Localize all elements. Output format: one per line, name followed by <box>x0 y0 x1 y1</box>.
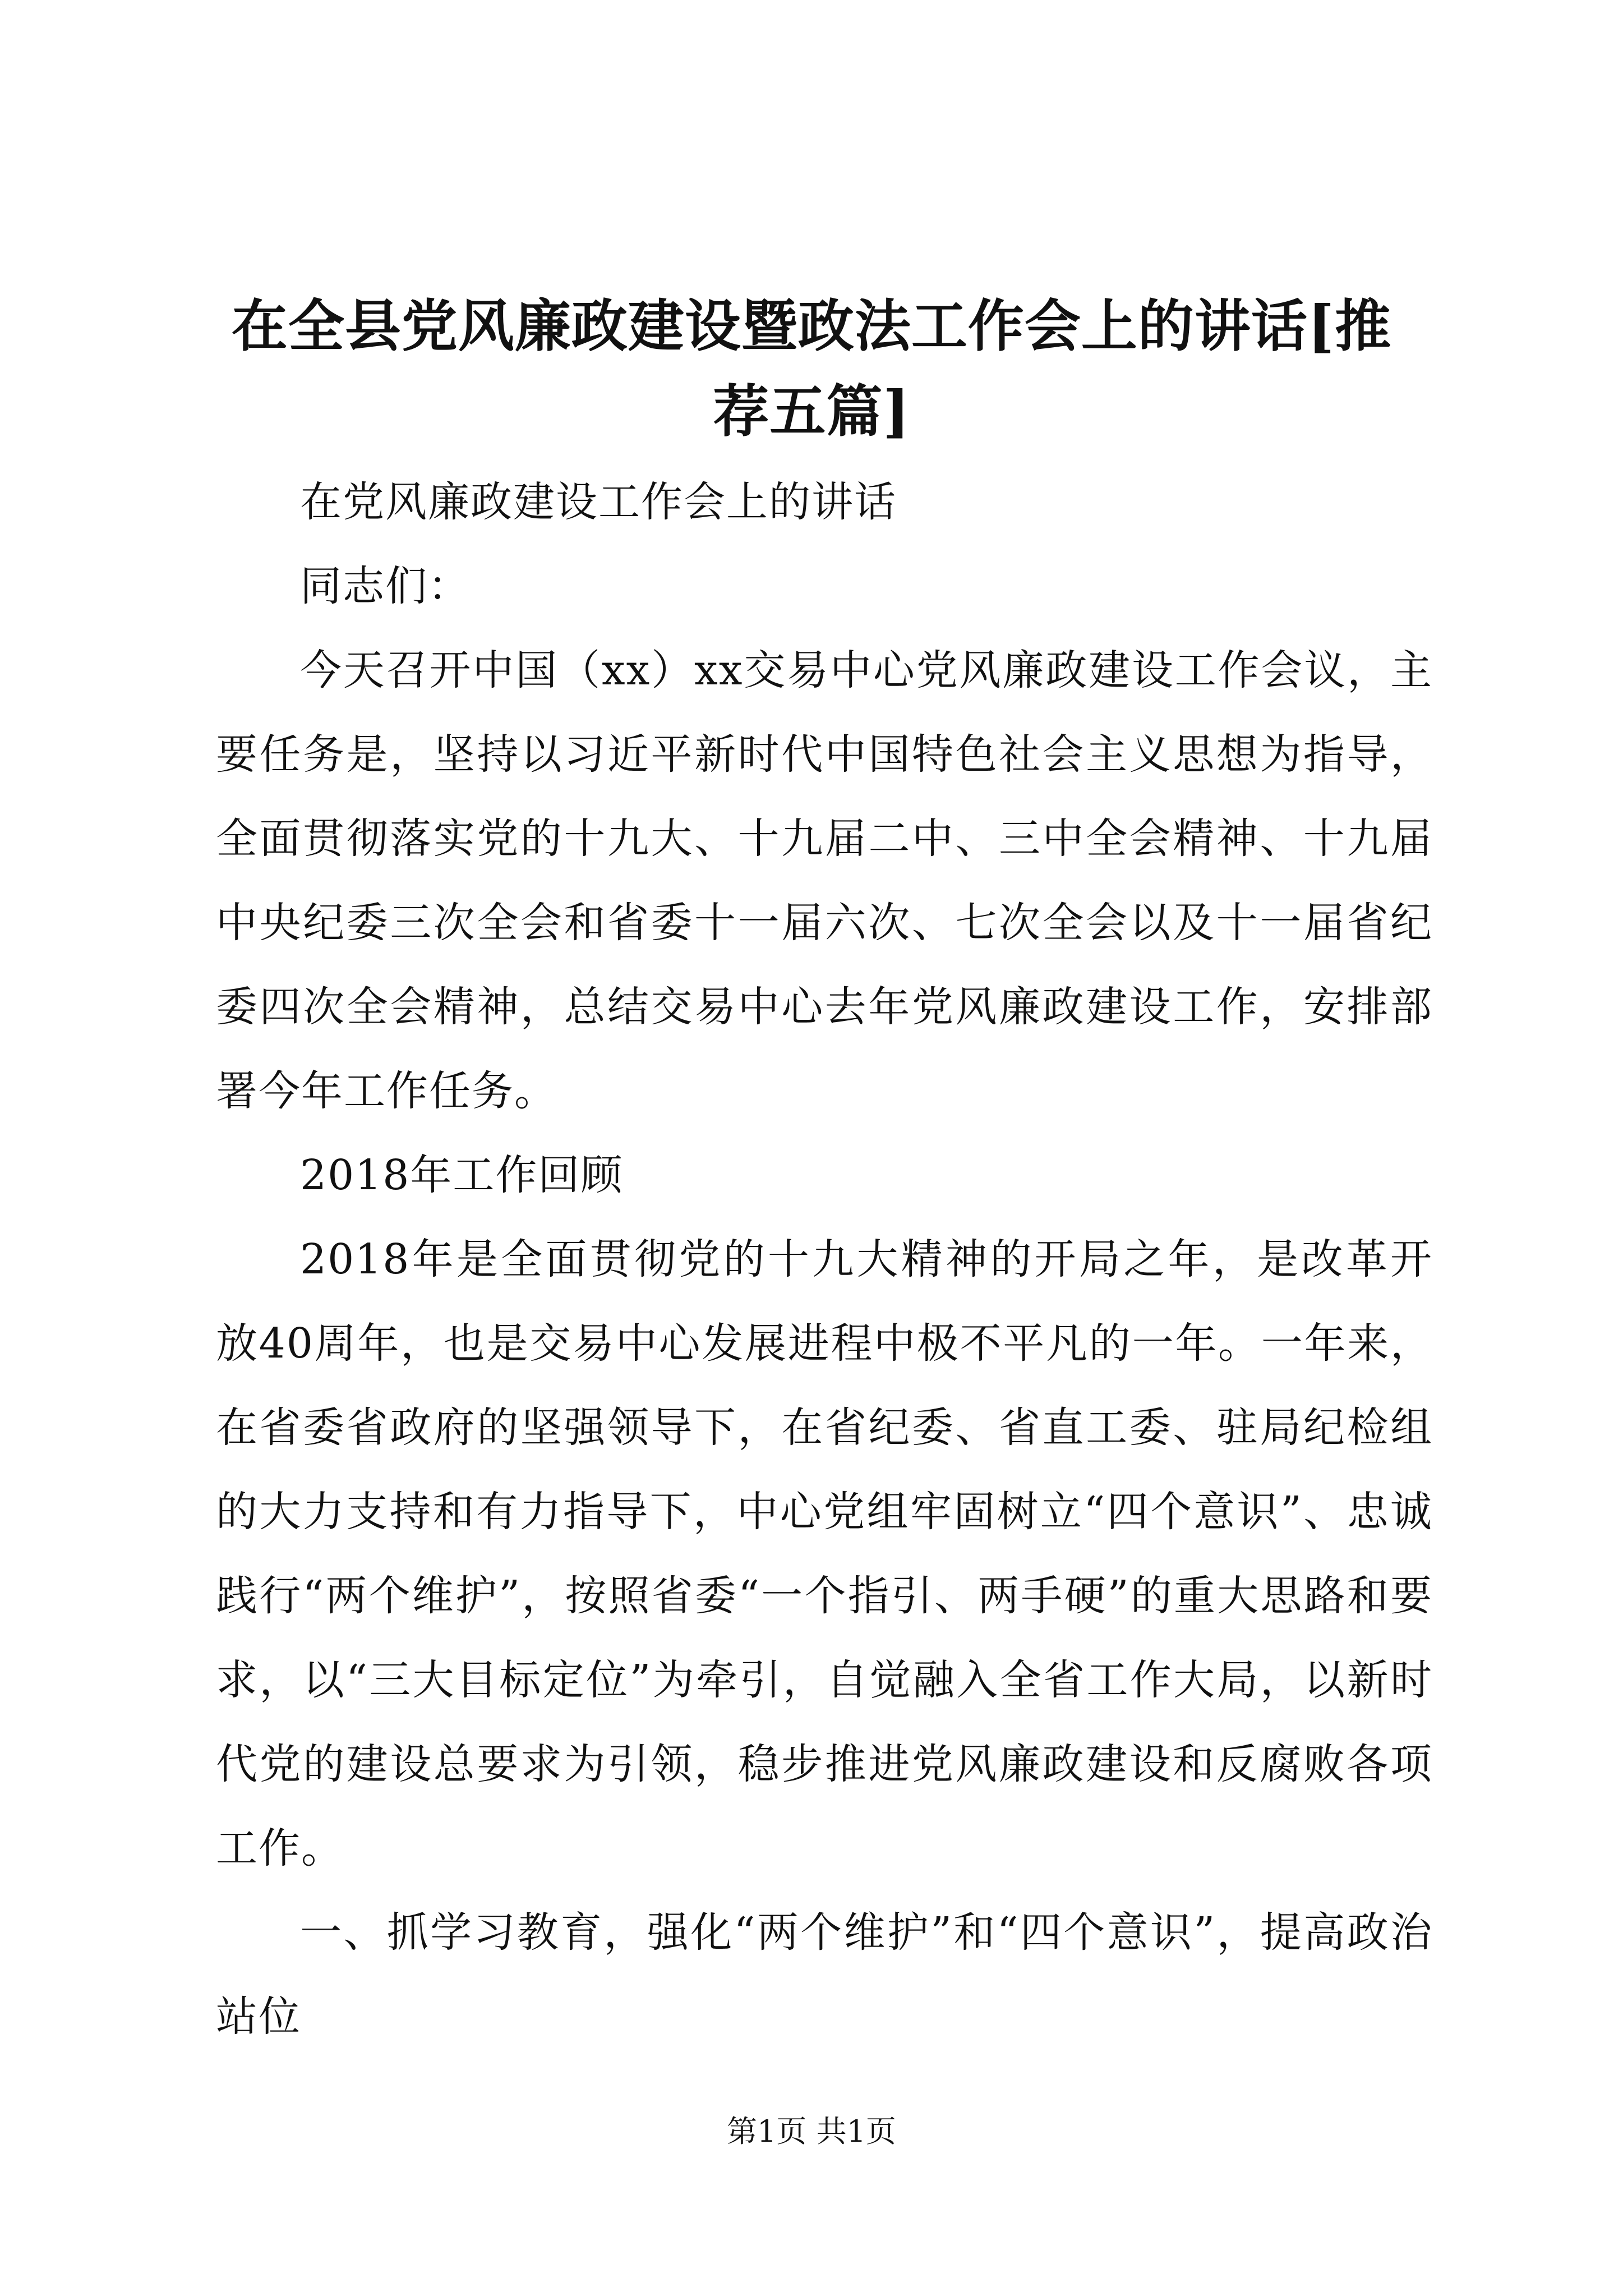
paragraph-review: 2018年是全面贯彻党的十九大精神的开局之年，是改革开放40周年，也是交易中心发展进程中极不平凡的一年。一年来，在省委省政府的坚强领导下，在省纪委、省直工委、驻局纪检组的大力支持和有力指导下，中心党组牢固树立“四个意识”、忠诚践行“两个维护”，按照省委“一个指引、两手硬”的重大思路和要求，以“三大目标定位”为牵引，自觉融入全省工作大局，以新时代党的建设总要求为引领，稳步推进党风廉政建设和反腐败各项工作。 <box>216 1235 1433 1872</box>
paragraph-point-one: 一、抓学习教育，强化“两个维护”和“四个意识”，提高政治站位 <box>216 1908 1433 2041</box>
paragraph-intro: 今天召开中国（xx）xx交易中心党风廉政建设工作会议，主要任务是，坚持以习近平新时代中国特色社会主义思想为指导，全面贯彻落实党的十九大、十九届二中、三中全会精神、十九届中央纪委三次全会和省委十一届六次、七次全会以及十一届省纪委四次全会精神，总结交易中心去年党风廉政建设工作，安排部署今年工作任务。 <box>216 646 1433 1115</box>
document-body <box>216 460 1433 2059</box>
paragraph-salutation: 同志们： <box>300 562 471 610</box>
document-title: 在全县党风廉政建设暨政法工作会上的讲话[推荐五篇] <box>231 293 1392 444</box>
page-number-footer: 第1页 共1页 <box>727 2114 896 2149</box>
paragraph-section-heading: 2018年工作回顾 <box>300 1151 624 1199</box>
paragraph-subtitle: 在党风廉政建设工作会上的讲话 <box>300 478 897 526</box>
